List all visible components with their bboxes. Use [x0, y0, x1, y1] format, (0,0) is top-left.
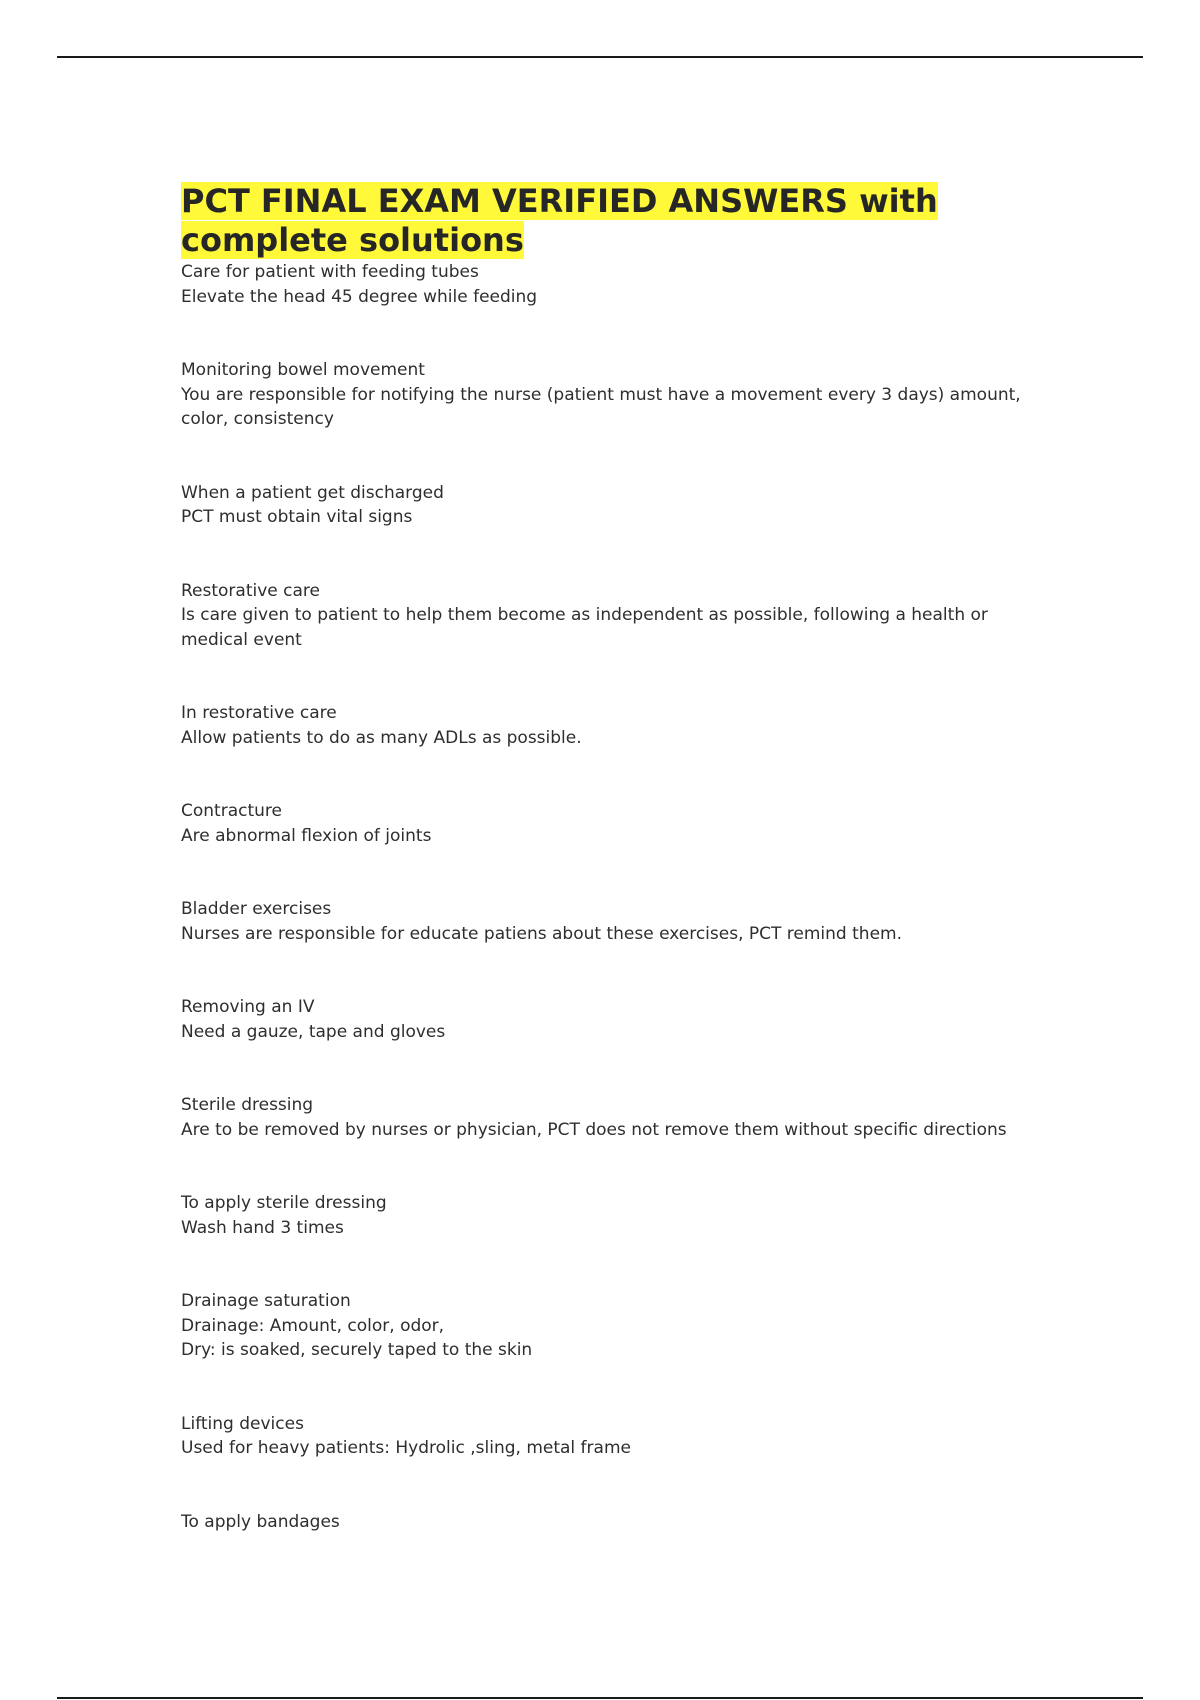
qa-answer: Elevate the head 45 degree while feeding [181, 286, 538, 307]
qa-question: Removing an IV [181, 997, 315, 1017]
qa-answer: Wash hand 3 times [181, 1217, 344, 1238]
qa-question: Bladder exercises [181, 899, 332, 919]
qa-question: Sterile dressing [181, 1095, 314, 1115]
footer-rule [57, 1697, 1143, 1699]
document-body [181, 182, 1021, 1583]
qa-item [181, 1093, 1021, 1142]
qa-answer: Need a gauze, tape and gloves [181, 1021, 446, 1042]
qa-answer: Dry: is soaked, securely taped to the skin [181, 1340, 533, 1360]
qa-question: To apply sterile dressing [181, 1193, 387, 1213]
qa-answer: Used for heavy patients: Hydrolic ,sling, metal frame [181, 1438, 631, 1458]
qa-question: To apply bandages [181, 1511, 340, 1532]
qa-item [181, 481, 1021, 530]
qa-answer: Are to be removed by nurses or physician, PCT does not remove them without specific directions [181, 1119, 1007, 1140]
qa-question: Contracture [181, 801, 282, 821]
qa-question: Lifting devices [181, 1413, 304, 1434]
qa-answer: Are abnormal flexion of joints [181, 825, 432, 846]
qa-item [181, 1289, 1021, 1363]
qa-item [181, 1510, 1021, 1535]
qa-question: Monitoring bowel movement [181, 360, 425, 380]
qa-question: Restorative care [181, 580, 320, 601]
qa-item [181, 1191, 1021, 1240]
title-line-1: PCT FINAL EXAM VERIFIED ANSWERS with [181, 182, 938, 220]
qa-answer: You are responsible for notifying the nurse (patient must have a movement every 3 days) amount, color, consistency [181, 384, 1021, 429]
qa-answer: Nurses are responsible for educate patiens about these exercises, PCT remind them. [181, 923, 902, 944]
qa-question: Drainage saturation [181, 1291, 351, 1311]
qa-item [181, 1412, 1021, 1461]
qa-question: In restorative care [181, 703, 337, 723]
qa-item [181, 579, 1021, 653]
qa-question: When a patient get discharged [181, 482, 444, 503]
qa-item [181, 897, 1021, 946]
document-title [181, 182, 1021, 260]
qa-answer: Allow patients to do as many ADLs as possible. [181, 727, 582, 748]
title-line-2: complete solutions [181, 221, 524, 259]
qa-item [181, 358, 1021, 432]
qa-item [181, 995, 1021, 1044]
qa-item [181, 799, 1021, 848]
qa-answer: Drainage: Amount, color, odor, [181, 1315, 445, 1336]
qa-answer: Is care given to patient to help them become as independent as possible, following a health or medical event [181, 605, 988, 650]
qa-item [181, 260, 1021, 309]
header-rule [57, 56, 1143, 58]
qa-question: Care for patient with feeding tubes [181, 262, 479, 282]
qa-answer: PCT must obtain vital signs [181, 507, 413, 527]
qa-item [181, 701, 1021, 750]
